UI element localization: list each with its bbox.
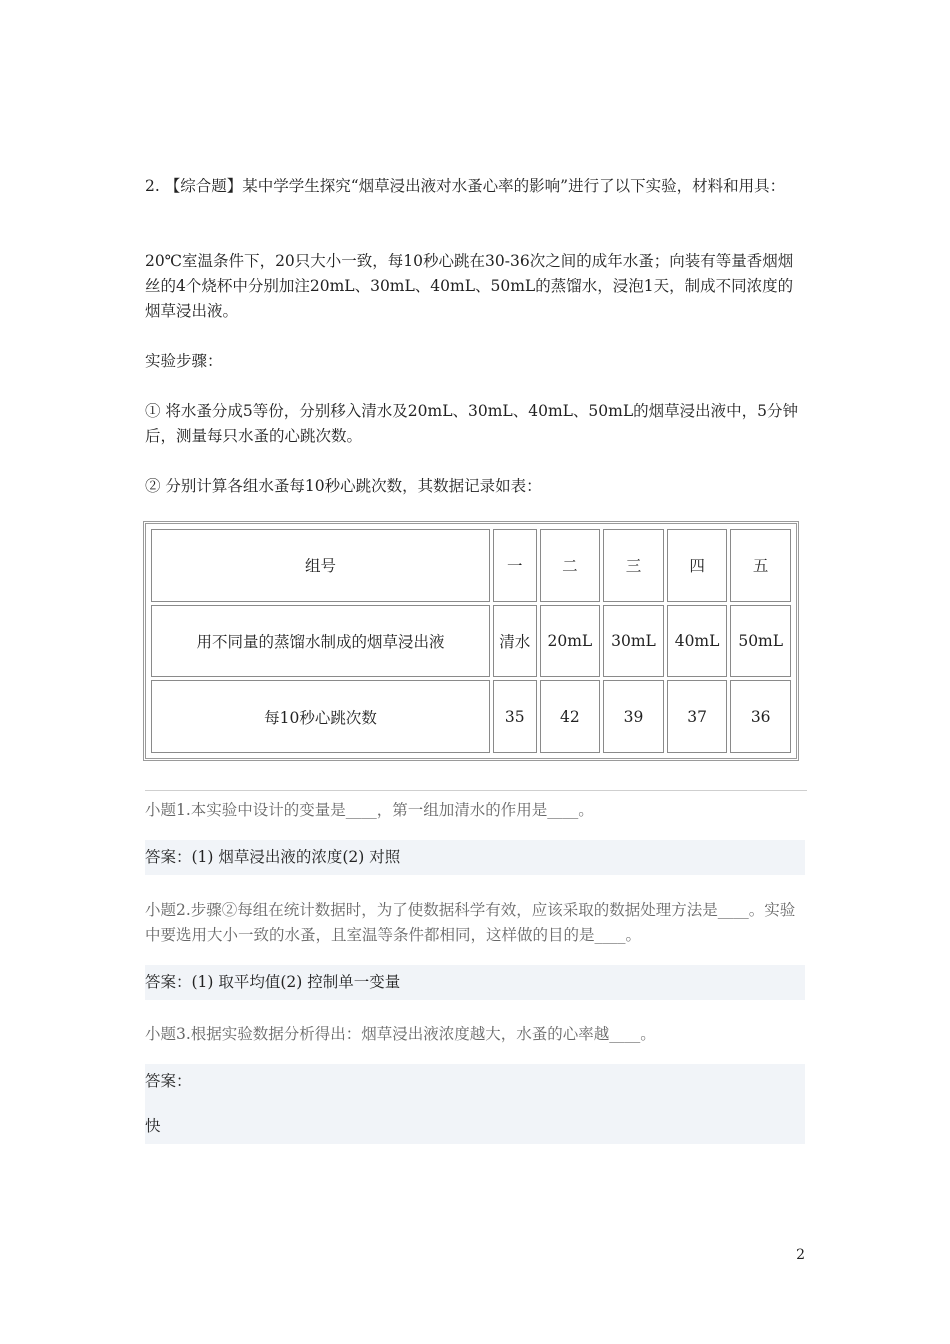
table-cell: 一 [493,529,537,602]
answer-1: 答案：(1) 烟草浸出液的浓度(2) 对照 [145,840,805,875]
table-cell: 42 [540,680,601,753]
table-cell: 39 [603,680,664,753]
table-row [151,605,791,678]
table-cell: 二 [540,529,601,602]
subquestion-2: 小题2.步骤②每组在统计数据时，为了使数据科学有效，应该采取的数据处理方法是____。实验中要选用大小一致的水蚤，且室温等条件都相同，这样做的目的是____。 [145,901,796,944]
table-cell: 30mL [603,605,664,678]
step-1: ① 将水蚤分成5等份，分别移入清水及20mL、30mL、40mL、50mL的烟草浸出液中，5分钟后，测量每只水蚤的心跳次数。 [145,402,799,445]
table-row [151,680,791,753]
table-cell: 清水 [493,605,537,678]
table-cell: 用不同量的蒸馏水制成的烟草浸出液 [151,605,490,678]
subquestion-1: 小题1.本实验中设计的变量是____，第一组加清水的作用是____。 [145,801,594,819]
steps-label: 实验步骤： [145,352,223,370]
table-cell: 35 [493,680,537,753]
answer-3-label: 答案： [145,1072,192,1090]
data-table [143,521,799,761]
subquestion-3: 小题3.根据实验数据分析得出：烟草浸出液浓度越大，水蚤的心率越____。 [145,1025,656,1043]
table-cell: 36 [730,680,791,753]
question-materials: 20℃室温条件下，20只大小一致，每10秒心跳在30-36次之间的成年水蚤；向装有等量香烟烟丝的4个烧杯中分别加注20mL、30mL、40mL、50mL的蒸馏水，浸泡1天，制成不同浓度的烟草浸出液。 [145,252,794,320]
table-cell: 三 [603,529,664,602]
answer-3 [145,1064,805,1144]
answer-3-value: 快 [145,1117,161,1135]
table-row [151,529,791,602]
table-cell: 五 [730,529,791,602]
table-cell: 37 [667,680,728,753]
answer-2: 答案：(1) 取平均值(2) 控制单一变量 [145,965,805,1000]
table-cell: 20mL [540,605,601,678]
question-intro: 2. 【综合题】某中学学生探究“烟草浸出液对水蚤心率的影响”进行了以下实验，材料和用具： [145,177,786,195]
table-cell: 每10秒心跳次数 [151,680,490,753]
step-2: ② 分别计算各组水蚤每10秒心跳次数，其数据记录如表： [145,477,542,495]
table-cell: 四 [667,529,728,602]
table-cell: 组号 [151,529,490,602]
divider [145,790,807,791]
table-cell: 40mL [667,605,728,678]
table-cell: 50mL [730,605,791,678]
page-number: 2 [796,1247,805,1263]
